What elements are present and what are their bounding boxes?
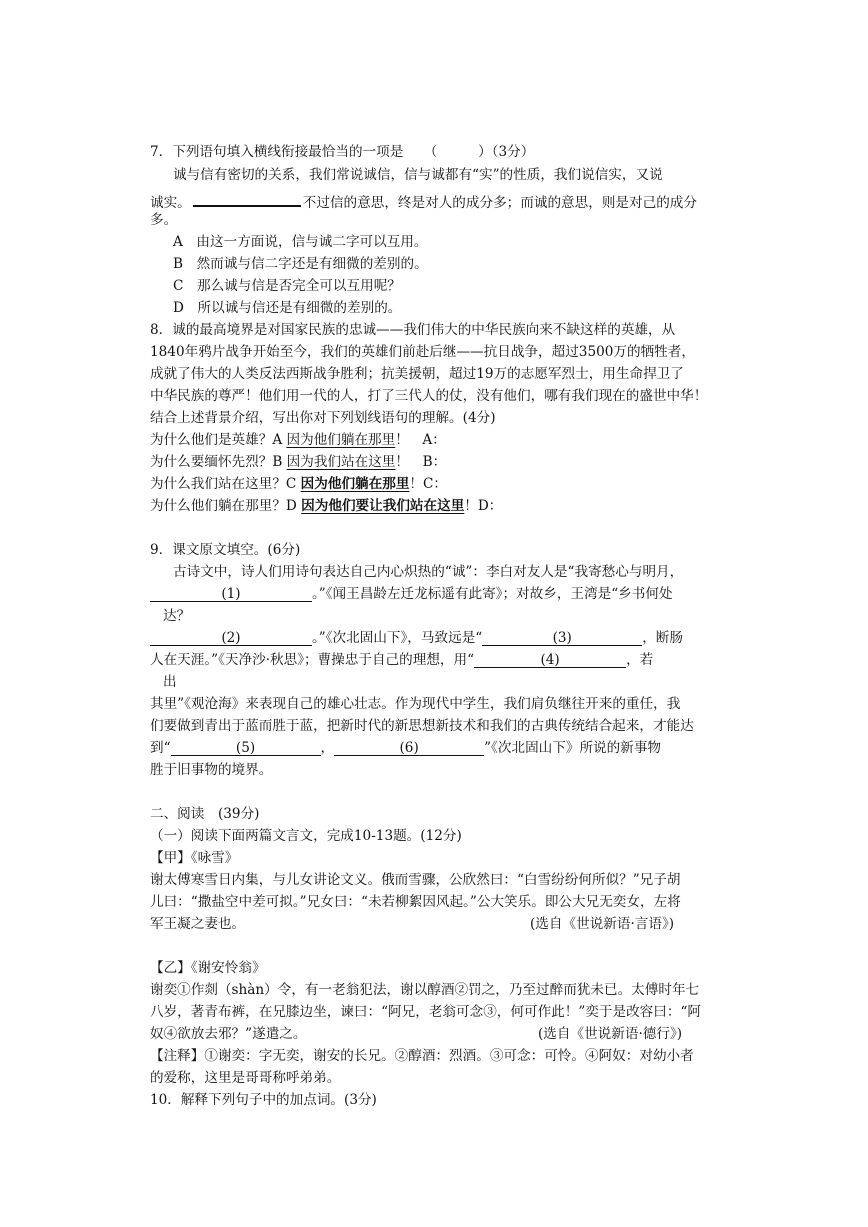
passage-yi-line2: 八岁，著青布裤，在兄膝边坐，谏曰：“阿兄，老翁可念③，何可作此！”奕于是改容曰：“阿 [150,1004,702,1020]
q9-title: 9．课文原文填空。(6分) [150,542,301,558]
q8-line2: 1840年鸦片战争开始至今，我们的英雄们前赴后继——抗日战争，超过3500万的牺牲者， [150,344,695,360]
q8-row-a-question: 为什么他们是英雄？A [150,432,287,448]
q9-blank-6[interactable]: (6) [334,739,484,756]
passage-jia-line2: 儿曰：“撒盐空中差可拟。”兄女曰：“未若柳絮因风起。”公大笑乐。即公大兄无奕女，左将 [150,894,681,910]
q9-line5-text-b: ，若 [626,652,654,668]
q8-row-b [150,453,446,471]
q8-row-c-answer-label: ！C： [409,476,448,492]
q9-line2-text: 。”《闻王昌龄左迁龙标遥有此寄》；对故乡，王湾是“乡书何处 [312,586,673,602]
q8-line4: 中华民族的尊严！他们用一代的人，打了三代人的仗，没有他们，哪有我们现在的盛世中华！ [150,388,708,404]
q9-line1: 古诗文中，诗人们用诗句表达自己内心炽热的“诚”：李白对友人是“我寄愁心与明月， [173,564,684,580]
q8-row-b-answer-label: ！ B： [395,454,447,470]
q8-row-a-answer-label: ！ A： [395,432,446,448]
q9-blank-2[interactable]: (2) [150,629,312,646]
q8-line5: 结合上述背景介绍，写出你对下列划线语句的理解。(4分) [150,410,496,426]
q8-row-a-underlined: 因为他们躺在那里 [286,432,396,448]
passage-jia-source: (选自《世说新语·言语》) [530,916,675,932]
passage-yi-line1: 谢奕①作剡（shàn）令，有一老翁犯法，谢以醇酒②罚之，乃至过醉而犹未已。太傅时年七 [150,982,700,998]
passage-yi-source: (选自《世说新语·德行》) [538,1026,683,1042]
notes-line1: 【注释】①谢奕：字无奕，谢安的长兄。②醇酒：烈酒。③可念：可怜。④阿奴：对幼小者 [150,1048,694,1064]
q9-line5-text-a: 人在天涯。”《天净沙·秋思》；曹操忠于自己的理想，用“ [150,652,475,668]
notes-line2: 的爱称，这里是哥哥称呼弟弟。 [150,1070,341,1086]
q9-line4-text-a: 。”《次北固山下》，马致远是“ [312,630,483,646]
q9-line9-text-b: ， [320,740,335,756]
passage-yi-title: 【乙】《谢安怜翁》 [150,960,266,976]
q9-line9-text-c: ”《次北固山下》所说的新事物 [484,740,662,756]
q9-line4 [150,629,683,647]
q7-answer-blank[interactable] [193,189,301,207]
q9-blank-5[interactable]: (5) [171,739,321,756]
passage-jia-title: 【甲】《咏雪》 [150,850,239,866]
q7-option-b: B 然而诚与信二字还是有细微的差别的。 [173,256,428,272]
q8-row-d-underlined: 因为他们要让我们站在这里 [301,498,465,514]
q9-line7: 其里”《观沧海》来表现自己的雄心壮志。作为现代中学生，我们肩负继往开来的重任，我 [150,696,681,712]
q7-paragraph-line2 [150,189,697,212]
q7-option-a: A 由这一方面说，信与诚二字可以互用。 [173,234,428,250]
passage-jia-line1: 谢太傅寒雪日内集，与儿女讲论文义。俄而雪骤，公欣然曰：“白雪纷纷何所似？”兄子胡 [150,872,681,888]
q9-line2 [150,585,673,603]
q7-paragraph-line3: 多。 [150,212,178,228]
q7-option-d: D 所以诚与信还是有细微的差别的。 [173,300,402,316]
q8-row-d [150,497,502,515]
q9-line3: 达？ [163,608,191,624]
q10-stem: 10．解释下列句子中的加点词。(3分) [150,1092,377,1108]
q7-paragraph-line1: 诚与信有密切的关系，我们常说诚信，信与诚都有“实”的性质，我们说信实，又说 [173,167,663,183]
q9-line8: 们要做到青出于蓝而胜于蓝，把新时代的新思想新技术和我们的古典传统结合起来，才能达 [150,718,694,734]
q9-blank-3[interactable]: (3) [482,629,642,646]
passage-yi-line3: 奴④欲放去邪？”遂遣之。 [150,1026,307,1042]
q9-blank-4[interactable]: (4) [474,651,626,668]
q7-stem: 7．下列语句填入横线衔接最恰当的一项是 （ ）（3分） [150,144,535,160]
q8-row-c-underlined: 因为他们躺在那里 [300,476,410,492]
q8-row-c [150,475,447,493]
q9-line4-text-b: ，断肠 [642,630,683,646]
q9-line9 [150,739,661,757]
q7-text-b: 不过信的意思，终是对人的成分多；而诚的意思，则是对己的成分 [302,195,697,211]
q9-line6: 出 [163,674,177,690]
q9-blank-1[interactable]: (1) [150,585,312,602]
reading-section-title: 二、阅读 (39分) [150,806,260,822]
q7-text-a: 诚实。 [150,195,191,211]
passage-jia-line3: 军王凝之妻也。 [150,916,246,932]
q8-row-d-question: 为什么他们躺在那里？D [150,498,302,514]
q8-row-d-answer-label: ！D： [464,498,503,514]
q9-line9-text-a: 到“ [150,740,171,756]
q8-row-b-underlined: 因为我们站在这里 [286,454,396,470]
q8-line1: 8．诚的最高境界是对国家民族的忠诚——我们伟大的中华民族向来不缺这样的英雄，从 [150,322,676,338]
q7-option-c: C 那么诚与信是否完全可以互用呢？ [173,278,401,294]
q8-row-c-question: 为什么我们站在这里？C [150,476,301,492]
reading-subtitle: （一）阅读下面两篇文言文，完成10-13题。(12分) [150,828,462,844]
q8-line3: 成就了伟大的人类反法西斯战争胜利；抗美援朝，超过19万的志愿军烈士，用生命捍卫了 [150,366,684,382]
q8-row-b-question: 为什么要缅怀先烈？B [150,454,287,470]
q8-row-a [150,431,446,449]
q9-line5 [150,651,653,669]
q9-line10: 胜于旧事物的境界。 [150,762,273,778]
